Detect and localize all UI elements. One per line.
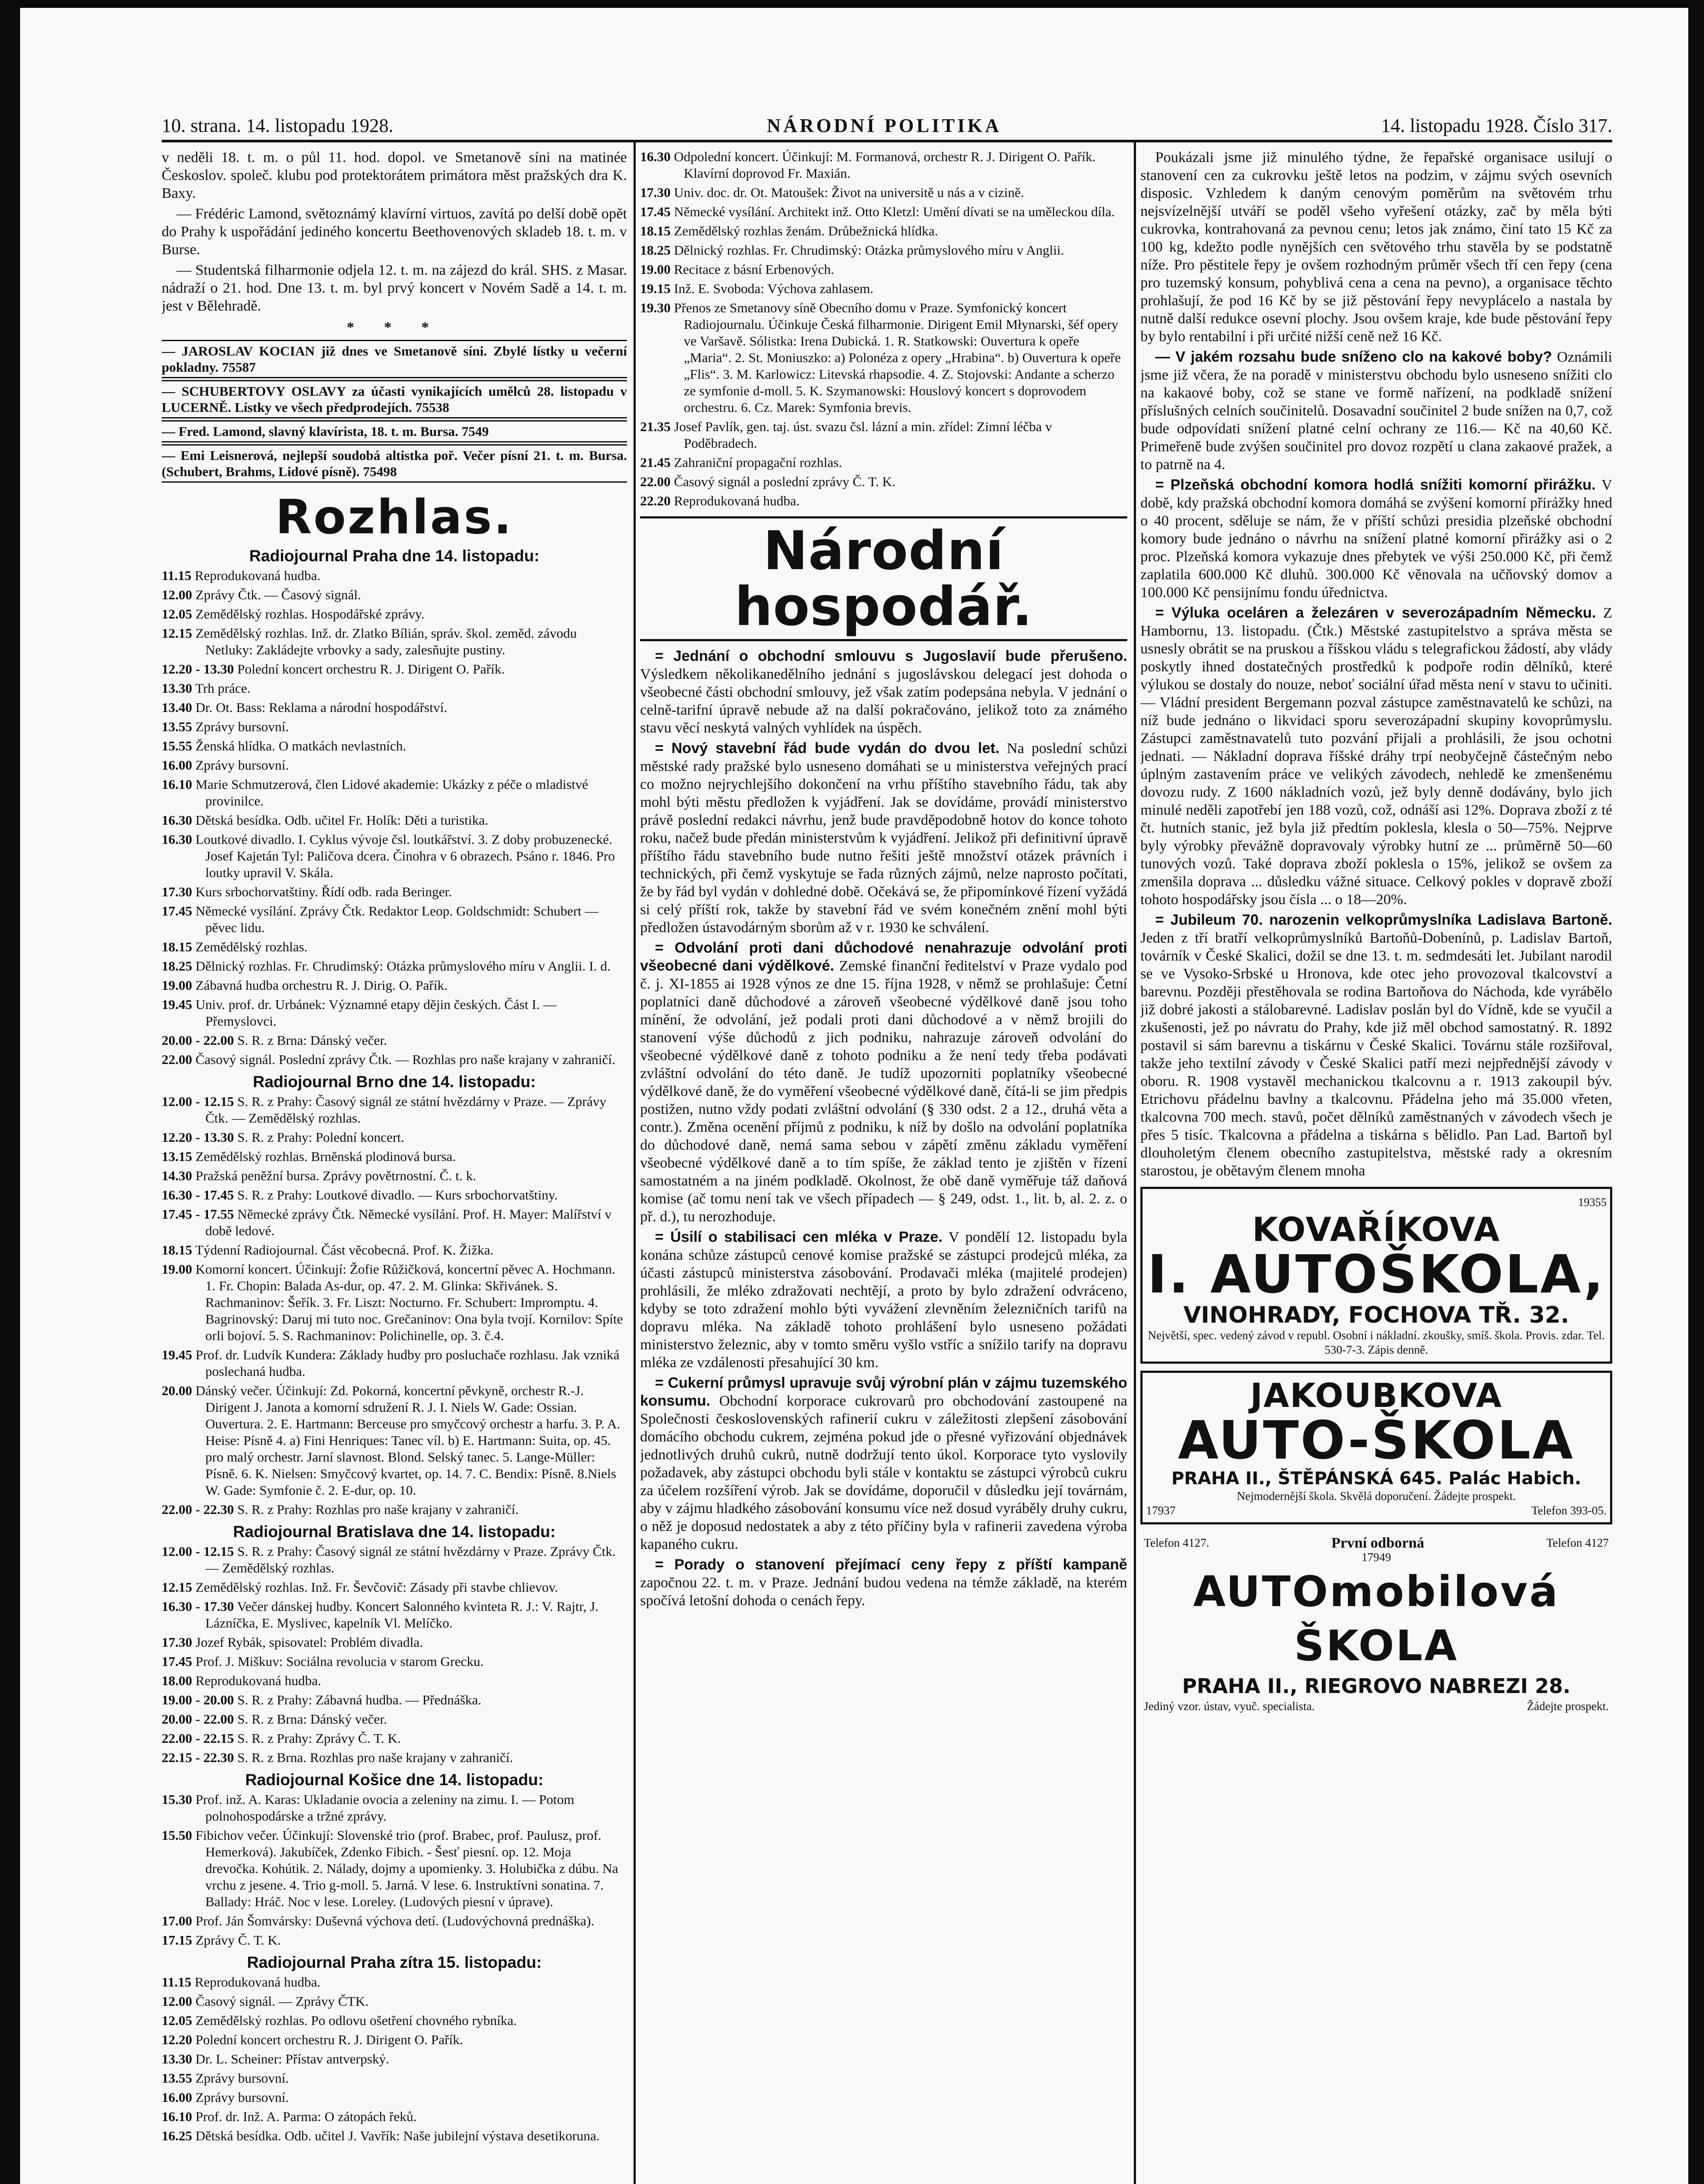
program-item [162,1051,627,1068]
program-time: 12.00 - 12.15 [162,1094,234,1109]
program-description: S. R. z Prahy: Polední koncert. [237,1130,405,1145]
concert-ad: — Emi Leisnerová, nejlepší soudobá altistka poř. Večer písní 21. t. m. Bursa. (Schubert, Brahms, Lidové písně). 75498 [162,444,627,483]
article-body: Oznámili jsme již včera, že na poradě v ministerstvu obchodu bylo usneseno snížiti clo na kakaové boby, což se stane ve formě nařízení, na podkladě snížení příslušných celních součinitelů. Dosavadní součinitel 2 bude snížen na 0,7, což bude odpovídati snížení platné celní ochrany ze 116.— Kč na 40,60 Kč. Primeřeně bude zvýšen součinitel pro dovoz rozpětí u clana zakaové pražek, a to patrně na 4. [1140,349,1612,473]
page-header [162,114,1612,141]
ad-note: Jediný vzor. ústav, vyuč. specialista. [1144,1700,1315,1713]
program-time: 12.05 [162,2013,192,2028]
program-time: 17.45 [640,204,671,219]
program-time: 16.10 [162,777,192,792]
program-time: 17.30 [162,1635,192,1650]
program-description: S. R. z Prahy: Zprávy Č. T. K. [237,1731,401,1746]
ad-top-row [1144,1536,1609,1550]
program-description: Trh práce. [195,681,251,696]
program-item [162,1634,627,1651]
program-description: Ženská hlídka. O matkách nevlastních. [195,738,406,753]
program-item [162,1206,627,1239]
program-item [162,699,627,716]
program-description: Zemědělský rozhlas. Hospodářské zprávy. [195,606,425,622]
program-item [162,1579,627,1596]
article-title: = Jubileum 70. narozenin velkoprůmyslníka Ladislava Bartoně. [1155,912,1612,928]
program-time: 16.10 [162,2109,192,2124]
program-description: Zemědělský rozhlas ženám. Drůbežnická hlídka. [674,223,938,238]
program-description: Dr. Ot. Bass: Reklama a národní hospodářství. [195,700,447,715]
program-description: Prof. dr. Ludvík Kundera: Základy hudby pro posluchače rozhlasu. Jak vzniká poslechaná hudba. [195,1347,620,1379]
program-description: Dánský večer. Účinkují: Zd. Pokorná, koncertní pěvkyně, orchestr R.-J. Dirigent J. Janota a komorní sdružení R. J. I. Niels W. Gade: Ossian. Ouvertura. 2. E. Hartmann: Berceuse pro smyčcový orchestr a harfu. 3. P. A. Heise: Písně 4. a) Fini Henriques: Tanec víl. b) E. Hartmann: Suita, op. 45. pro malý orchestr. Jarní slavnost. Blond. Selský tanec. 5. Lange-Müller: Písně. 6. K. Nielsen: Smyčcový kvartet, op. 14. 7. C. Bendix: Písně. 8.Niels W. Gade: Symfonie č. 2. E-dur, op. 10. [195,1383,620,1498]
program-description: S. R. z Brna: Dánský večer. [237,1711,387,1727]
news-article [640,1228,1127,1372]
program-description: Reprodukovaná hudba. [194,1974,321,1990]
program-time: 17.45 [162,903,192,919]
program-item [162,1749,627,1766]
program-time: 19.15 [640,281,671,296]
station-heading: Radiojournal Bratislava dne 14. listopadu: [233,1523,556,1541]
program-time: 22.00 [640,474,671,489]
program-time: 19.00 [162,978,192,993]
program-time: 15.55 [162,738,192,753]
news-article [640,1556,1127,1610]
program-item [640,473,1127,490]
program-time: 13.30 [162,2051,192,2067]
program-time: 18.15 [162,1242,192,1258]
program-item [162,1168,627,1184]
program-item [640,204,1127,220]
program-time: 15.30 [162,1792,192,1807]
news-article [1140,604,1612,909]
program-time: 14.30 [162,1168,192,1183]
program-item [162,567,627,584]
article-title: = Výluka oceláren a železáren v severozápadním Německu. [1155,605,1596,621]
program-item [162,1913,627,1929]
program-time: 11.15 [162,568,192,583]
program-time: 17.00 [162,1913,192,1928]
ad-code: 17937 [1146,1504,1176,1517]
program-time: 18.25 [640,242,671,258]
program-description: Prof. inž. A. Karas: Ukladanie ovocia a zeleniny na zimu. I. — Potom polnohospodárske a tržné zprávy. [195,1792,575,1824]
program-time: 12.00 - 12.15 [162,1544,234,1559]
program-item [162,1932,627,1949]
section-heading-rozhlas: Rozhlas. [275,490,513,545]
program-time: 16.30 [162,812,192,828]
program-description: Pražská peněžní bursa. Zprávy povětrnostní. Č. t. k. [195,1168,476,1183]
radio-program [162,546,627,2144]
program-item [162,661,627,677]
program-description: Reprodukovaná hudba. [674,493,800,508]
program-item [640,242,1127,259]
program-item [162,1032,627,1049]
article-title: = Jednání o obchodní smlouvu s Jugoslavií bude přerušeno. [655,648,1127,664]
program-time: 16.30 [162,832,192,847]
article-title: = Plzeňská obchodní komora hodlá snížiti komorní přirážku. [1155,477,1596,493]
program-description: Prof. J. Miškuv: Sociálna revolucia v starom Grecku. [195,1654,484,1669]
ad-code: 17949 [1361,1551,1391,1564]
program-description: Dětská besídka. Odb. učitel J. Vavřík: Naše jubilejní výstava desetikoruna. [195,2128,600,2143]
program-description: Zprávy bursovní. [195,2090,289,2105]
program-item [162,977,627,994]
program-description: Týdenní Radiojournal. Část věcobecná. Prof. K. Žižka. [195,1242,494,1258]
program-description: Reprodukovaná hudba. [194,568,321,583]
program-time: 22.00 - 22.30 [162,1502,234,1517]
program-time: 13.55 [162,719,192,734]
program-time: 13.15 [162,1149,192,1164]
article-title: = Odvolání proti dani důchodové nenahrazuje odvolání proti všeobecné dani výdělkové. [640,940,1127,974]
station-heading: Radiojournal Košice dne 14. listopadu: [245,1771,544,1789]
ad-footer [1146,1503,1607,1518]
program-item [162,1730,627,1747]
article-body: Zemské finanční ředitelství v Praze vydalo pod č. j. XI-1855 ai 1928 výnos ze dne 15. října 1928, v němž se prohlašuje: Četní poplatníci daně důchodové a zároveň všeobecné výdělkové daně jsou toho mínění, že odvolání, jež podali proti dani důchodové a v němž brojili do stanovení výše důchodů z jich podniku, nahrazuje zároveň odvolání do všeobecné výdělkové daně z tohoto podniku a že není tedy třeba podávati zvláštní odvolání do této daně. Je tudíž upozorniti poplatníky všeobecné výdělkové daně, že do vyměření všeobecné výdělkové daně, čítá-li se jim předpis postižen, nutno vždy podati zvláštní odvolání (§ 330 odst. 2 a 12., druhá věta a contr.). Změna ocenění příjmů z podniku, k níž by došlo na odvolání poplatníka do důchodové daně, nemá sama sebou v zápětí změnu základu vyměření všeobecné výdělkové daně a to tím spíše, že základ tento je zjištěn v řízení samostatném a na jiném podkladě. Okolnost, že obě daně vyměřuje táž daňová komise (ač tomu není tak ve všech případech — § 249, odst. 1., lit. b, al. 2. z. o př. d.), tu nerozhoduje. [640,958,1127,1225]
program-item [162,1827,627,1910]
program-item [162,1129,627,1146]
ad-tagline: První odborná [1331,1535,1424,1551]
program-item [640,454,1127,471]
program-description: Polední koncert orchestru R. J. Dirigent O. Pařík. [195,2032,463,2047]
program-description: Marie Schmutzerová, člen Lidové akademie: Ukázky z péče o mladistvé provinilce. [195,777,589,809]
article-body: V pondělí 12. listopadu byla konána schůze zástupců cenové komise pražské se zástupci prodejců mléka, za účasti zástupců ministerstva zásobování. Prodavači mléka (majitelé prodejen) prohlásili, že mléko zdražovati nechtějí, a proto by bylo zdražení odvráceno, kdyby se toto zdražení mohlo býti vyvážení zlevněním železničních tarifů na dopravu mléka. Na základě tohoto prohlášení bylo usneseno požádati ministerstvo železnic, aby v tomto směru vyšlo vstříc a snížilo tarify na dopravu mléka ze vzdálenosti přesahující 30 km. [640,1229,1127,1371]
ad-title: KOVAŘÍKOVA [1252,1210,1500,1249]
program-item [162,2032,627,2048]
program-description: Dětská besídka. Odb. učitel Fr. Holík: Děti a turistika. [195,812,488,828]
program-item [162,2089,627,2106]
program-item [162,831,627,881]
program-description: S. R. z Prahy: Časový signál ze státní hvězdárny v Praze. Zprávy Čtk. — Zemědělský rozhlas. [205,1544,616,1576]
program-time: 19.45 [162,1347,192,1362]
program-item [162,2012,627,2029]
article-title: = Úsilí o stabilisaci cen mléka v Praze. [655,1229,943,1245]
header-right: 14. listopadu 1928. Číslo 317. [1381,115,1612,136]
program-time: 19.30 [640,300,671,315]
ad-address: PRAHA II., ŠTĚPÁNSKÁ 645. Palác Habich. [1171,1469,1582,1489]
program-description: Inž. E. Svoboda: Výchova zahlasem. [674,281,874,296]
program-time: 12.20 - 13.30 [162,1130,234,1145]
program-item [640,184,1127,201]
paragraph: Poukázali jsme již minulého týdne, že řepařské organisace usilují o stanovení cen za cukrovku ještě letos na podzim, v zájmu svých osevních disposic. Vzhledem k daným cenovým poměrům na světovém trhu nejsvízelnější utváří se poděl všeho vyřešení otázky, zač by měla býti cukrovka, kontrahovaná za pevnou cenu; letos jak známo, činí tato 15 Kč za 100 kg, kdežto podle nynějších cen světového trhu stavěla by se podstatně níže. Pro pěstitele řepy je ovšem rozhodným průměr všech tří cen řepy (cena pro tuzemský konsum, pohyblivá cena a cena na pevno), a organisace těchto prohlašují, že pod 16 Kč by se již pěstování řepy nevyplácelo a nastala by nutně další redukce osevní plochy. Jsou ovšem kraje, kde bude pěstování řepy by bylo rentabilní i při určité nižší ceně než 16 Kč. [1140,149,1612,345]
program-description: Dr. L. Scheiner: Přístav antverpský. [195,2051,389,2067]
concert-ad: — JAROSLAV KOCIAN již dnes ve Smetanově síni. Zbylé lístky u večerní pokladny. 75587 [162,340,627,378]
station-heading: Radiojournal Brno dne 14. listopadu: [253,1073,536,1091]
program-description: Zprávy Č. T. K. [195,1932,281,1948]
advert-kovarikova [1140,1187,1612,1364]
program-description: Časový signál a poslední zprávy Č. T. K. [674,474,896,489]
program-item [162,680,627,697]
program-description: Odpolední koncert. Účinkují: M. Formanová, orchestr R. J. Dirigent O. Pařík. Klavírní doprovod Fr. Maxián. [674,149,1096,181]
ad-footer [1144,1699,1609,1714]
station-heading: Radiojournal Praha dne 14. listopadu: [249,547,540,565]
article-title: = Nový stavební řád bude vydán do dvou let. [655,740,1000,757]
program-item [162,1242,627,1258]
program-description: Prof. Ján Šomvársky: Duševná výchova detí. (Ludovýchovná prednáška). [195,1913,595,1928]
program-description: Zahraniční propagační rozhlas. [674,455,842,470]
article-body: Na poslední schůzi městské rady pražské bylo usneseno domáhati se u ministerstva veřejných prací co možno nejrychlejšího dokončení na vrhu příštího stavebního řádu, tak aby mohl býti městu předložen k vyjádření. Jak se dovídáme, provádí ministerstvo právě poslední redakci návrhu, jenž bude pravděpodobně hotov do konce tohoto roku, načež bude předán ministerstvům k vyjádření. Jelikož při definitivní úpravě příštího řádu stavebního bude nutno řešiti ještě množství otázek právních i technických, při čemž vyskytuje se řada různých zájmů, nelze naprosto počítati, že by řád byl vydán v dohledné době. Očekává se, že připomínkové řízení vyžádá si celý příští rok, takže by stavební řád ve svém konečném znění mohl býti předložen ústavodárným sborům až v r. 1930 ke schválení. [640,740,1127,936]
ad-address: PRAHA II., RIEGROVO NABREZI 28. [1182,1674,1571,1698]
program-time: 22.00 - 22.15 [162,1731,234,1746]
article-body: Výsledkem několikanedělního jednání s jugoslávskou delegací jest dohoda o všeobecné části obchodní smlouvy, jež však zatím podepsána nebyla. V jednání o celně-tarifní úpravě nebude až na další pokračováno, jelikož toto za známého stavu věcí neskytá valných vyhlídek na úspěch. [640,666,1127,736]
program-description: Loutkové divadlo. I. Cyklus vývoje čsl. loutkářství. 3. Z doby probuzenecké. Josef Kajetán Tyl: Paličova dcera. Činohra v 6 obrazech. Psáno r. 1846. Pro loutky upravil V. Skála. [195,832,615,880]
program-time: 12.05 [162,606,192,622]
article-title: — V jakém rozsahu bude sníženo clo na kakové boby? [1155,349,1552,365]
program-item [162,719,627,735]
program-description: Zprávy bursovní. [195,2070,289,2086]
news-article [640,740,1127,936]
column-economy-ads [1140,149,1612,2184]
program-description: Zemědělský rozhlas. Po odlovu ošetření chovného rybníka. [195,2013,517,2028]
program-description: Kurs srbochorvatštiny. Řídí odb. rada Beringer. [195,884,452,899]
program-time: 17.30 [162,884,192,899]
advert-jakoubkova [1140,1371,1612,1524]
column-economy [640,149,1127,2184]
program-time: 16.30 [640,149,671,164]
program-item [640,280,1127,297]
program-description: Zemědělský rozhlas. Brněnská plodinová bursa. [195,1149,456,1164]
program-description: S. R. z Prahy: Loutkové divadlo. — Kurs srbochorvatštiny. [237,1187,558,1203]
ad-address: VINOHRADY, FOCHOVA TŘ. 32. [1183,1302,1569,1328]
program-description: Univ. prof. dr. Urbánek: Významné etapy dějin českých. Část I. — Přemyslovci. [195,997,557,1029]
program-item [640,223,1127,239]
program-description: Recitace z básní Erbenových. [674,262,835,277]
program-item [162,958,627,975]
ad-phone: Telefon 4127. [1144,1536,1209,1549]
program-time: 18.15 [162,939,192,954]
article-body: započnou 22. t. m. v Praze. Jednání budou vedena na témže základě, na kterém spočívá letošní dohoda o cenách řepy. [640,1575,1127,1609]
program-description: S. R. z Prahy: Časový signál ze státní hvězdárny v Praze. — Zprávy Čtk. — Zemědělský rozhlas. [205,1094,606,1126]
program-item [162,1093,627,1127]
program-item [162,1692,627,1708]
paragraph: — Frédéric Lamond, světoznámý klavírní virtuos, zavítá po delší době opět do Prahy k uspořádání jediného koncertu Beethovenových skladeb 18. t. m. v Burse. [162,206,627,258]
news-article [640,647,1127,737]
program-time: 16.00 [162,2090,192,2105]
paragraph: — Studentská filharmonie odjela 12. t. m. na zájezd do král. SHS. z Masar. nádraží o 21. hod. Dne 13. t. m. byl prvý koncert v Novém Sadě a 14. t. m. jest v Bělehradě. [162,262,627,314]
station-heading: Radiojournal Praha zítra 15. listopadu: [247,1953,542,1971]
advert-automobilova-skola [1140,1531,1612,1718]
program-time: 21.45 [640,455,671,470]
program-description: Komorní koncert. Účinkují: Žofie Růžičková, koncertní pěvec A. Hochmann. 1. Fr. Chopin: Balada As-dur, op. 47. 2. M. Glinka: Skřivánek. S. Rachmaninov: Šeřík. 3. Fr. Liszt: Nocturno. Fr. Schubert: Impromptu. 4. Bagrinovský: Daruj mi tuto noc. Grečaninov: Ona byla tvojí. Kornilov: Spíte orli bojoví. 5. S. Rachmaninov: Polichinelle, op. 3. č.4. [195,1261,623,1343]
program-description: Josef Pavlík, gen. taj. úst. svazu čsl. lázní a min. zřídel: Zimní léčba v Poděbradech. [674,419,1052,451]
program-description: Časový signál. — Zprávy ČTK. [195,1994,369,2009]
program-time: 20.00 [162,1383,192,1398]
program-description: Zprávy bursovní. [195,719,289,734]
news-article [1140,476,1612,601]
program-time: 12.20 - 13.30 [162,661,234,677]
program-description: Univ. doc. dr. Ot. Matoušek: Život na universitě u nás a v cizině. [674,185,1024,200]
article-body: Jeden z tří bratří velkoprůmyslníků Bartoňů-Dobenínů, p. Ladislav Bartoň, továrník v České Skalici, dožil se dne 13. t. m. sedmdesáti let. Jubilant narodil se ve Vysoko-Srbské u Hronova, kde otec jeho provozoval tkalcovství a barevnu. Později přestěhovala se rodina Bartoňova do Náchoda, kde vyrábělo již dobré jakosti a stálobarevné. Ladislav poslán byl do Vídně, kde se vyučil a zkušenosti, jež po návratu do Prahy, kde již měl obchod samostatný. R. 1892 postavil si sám barevnu a tiskárnu v České Skalici. Továrnu stále rozšiřoval, takže jeho textilní závody v České Skalici patří mezi nejpřednější závody v oboru. R. 1908 vystavěl mechanickou tkalcovnu a r. 1913 zakoupil býv. Etrichovu přádelnu bavlny a tkalcovnu. Přádelna jeho má 35.000 vřeten, tkalcovna 700 mech. stavů, počet dělníků zaměstnaných v závodech všech je přes 5 tisíc. Tkalcovna a přádelna a tiskárna s bělidlo. Pan Lad. Bartoň byl dlouholetým členem obecního zastupitelstva, městské rady a okresním starostou, je obětavým členem mnoha [1140,930,1612,1179]
ad-title-big: AUTOmobilová ŠKOLA [1193,1567,1560,1670]
program-item [162,2051,627,2067]
program-item [162,903,627,936]
program-time: 17.15 [162,1932,192,1948]
program-time: 13.40 [162,700,192,715]
program-item [162,1148,627,1165]
program-time: 22.20 [640,493,671,508]
column-rule-1 [634,141,636,2184]
program-item [640,149,1127,182]
program-item [162,812,627,829]
ad-note: Nejmodernější škola. Skvělá doporučení. Žádejte prospekt. [1236,1489,1516,1503]
ad-title: JAKOUBKOVA [1250,1376,1503,1415]
ad-title-big: AUTO-ŠKOLA [1178,1410,1575,1471]
program-description: S. R. z Brna. Rozhlas pro naše krajany v zahraničí. [237,1750,513,1765]
program-item [162,776,627,809]
program-item [162,757,627,774]
ad-phone: Telefon 393-05. [1531,1504,1607,1517]
program-time: 12.15 [162,625,192,641]
program-item [162,1711,627,1728]
program-time: 20.00 - 22.00 [162,1033,234,1048]
header-left: 10. strana. 14. listopadu 1928. [162,115,394,136]
article-body: Z Hambornu, 13. listopadu. (Čtk.) Městské zastupitelstvo a správa města se usnesly obrátit se na pruskou a říšskou vládu s telegrafickou žádostí, aby vlády poskytly ihned dostatečných prostředků k podpoře rodin dělníků, které výlukou se dostaly do nouze, neboť sociální úřad města není v stavu to učiniti. — Vládní president Bergemann pozval zástupce zaměstnavatelů ke schůzi, na níž bude jednáno o likvidaci sporu severozápadní skupiny kovoprůmyslu. Zástupci zaměstnavatelů tuto pozvání přijali a prohlásili, že jsou ochotni jednati. — Nákladní doprava říšské dráhy trpí neobyčejně částečným nebo úplným zastavením práce ve velikých závodech, nehledě ke zmenšenému dovozu rudy. Z 1600 nákladních vozů, jež byly denně dodávány, bylo jich minulé neděli zapotřebí jen 188 vozů, což, odnáší asi 12%. Doprava zboží z té čt. hutních stanic, jež byla již předtím poklesla, klesla o 50—75%. Nejprve byly výrobky převážně dopravovaly výrobky hutní ze ... průměrně 50—60 tunových vozů. Také doprava zboží poklesla o 15%, jelikož se ovšem za zmenšila doprava ... důsledku vážné situace. Celkový pokles v dopravě zboží tohoto hospodářsky jsou čísla ... o 18—20%. [1140,605,1612,908]
program-time: 16.30 - 17.30 [162,1599,234,1614]
news-article [640,939,1127,1226]
program-description: Reprodukovaná hudba. [195,1673,322,1688]
program-time: 12.00 [162,1994,192,2009]
divider-stars: * * * [346,319,442,335]
economy-articles [1140,348,1612,1180]
program-item [162,1543,627,1576]
article-body: V době, kdy pražská obchodní komora domáhá se zvýšení komorní přirážky hned o 40 procent, sděluje se nám, že v příští schůzi presidia plzeňské obchodní komory bude jednáno o návrhu na snížení platné komorní přirážky asi o 2 proc. Plzeňská komora vykazuje dnes přebytek ve výši 250.000 Kč, při čemž zaplatila 600.000 Kč dluhů. 300.000 Kč věnovala na učňovský domov a 100.000 Kč pensijnímu fondu úřednictva. [1140,477,1612,601]
program-time: 22.15 - 22.30 [162,1750,234,1765]
program-item [162,1653,627,1670]
program-description: Německé vysílání. Architekt inž. Otto Kletzl: Umění dívati se na uměleckou díla. [674,204,1115,219]
program-time: 12.15 [162,1579,192,1595]
program-description: Fibichov večer. Účinkují: Slovenské trio (prof. Brabec, prof. Paulusz, prof. Hemerková). Jakubíček, Zdenko Fibich. - Šesť piesní. op. 12. Moja drevočka. Kohútik. 2. Nálady, dojmy a upomienky. 3. Holubička z dúbu. Na vrchu z jesene. 4. Trio g-moll. 5. Jarná. V lese. 6. Instruktívni sonatina. 7. Ballady: Hráč. Noc v lese. Loreley. (Ludových piesní v úprave). [195,1828,618,1909]
program-description: Polední koncert orchestru R. J. Dirigent O. Pařík. [237,661,505,677]
concert-ad: — Fred. Lamond, slavný klavírista, 18. t. m. Bursa. 7549 [162,420,627,442]
program-description: Zábavná hudba orchestru R. J. Dirig. O. Pařík. [195,978,448,993]
program-description: Zemědělský rozhlas. [195,939,308,954]
program-item [640,493,1127,509]
program-description: Německé zprávy Čtk. Německé vysílání. Prof. H. Mayer: Malířství v době ledové. [205,1206,612,1238]
program-item [162,738,627,754]
scan-edge-right [1688,0,1704,2184]
program-description: Dělnický rozhlas. Fr. Chrudimský: Otázka průmyslového míru v Anglii. [674,242,1064,258]
news-article [640,1374,1127,1553]
program-time: 17.30 [640,185,671,200]
column-culture-radio [162,149,627,2184]
ad-code: 19355 [1578,1196,1607,1209]
program-item [162,625,627,658]
program-time: 12.20 [162,2032,192,2047]
program-time: 18.15 [640,223,671,238]
header-rule [162,140,1612,142]
program-item [162,1347,627,1380]
program-item [162,996,627,1030]
scan-edge-top [0,0,1704,8]
program-description: Dělnický rozhlas. Fr. Chrudimský: Otázka průmyslového míru v Anglii. I. d. [195,958,611,974]
article-title: = Cukerní průmysl upravuje svůj výrobní plán v zájmu tuzemského konsumu. [640,1375,1127,1409]
program-item [162,1382,627,1499]
paragraph: v neděli 18. t. m. o půl 11. hod. dopol. ve Smetanově síni na matinée Českoslov. společ. klubu pod protektorátem primátora měst pražských dra K. Baxy. [162,149,627,201]
program-item [162,1673,627,1689]
program-description: S. R. z Prahy: Zábavná hudba. — Přednáška. [237,1692,481,1707]
program-description: S. R. z Prahy: Rozhlas pro naše krajany v zahraničí. [237,1502,519,1517]
masthead-title: NÁRODNÍ POLITIKA [767,115,1002,136]
program-time: 12.00 [162,587,192,602]
program-item [162,2108,627,2125]
program-item [162,1501,627,1518]
program-description: Zemědělský rozhlas. Inž. Fr. Ševčovič: Zásady při stavbe chlievov. [195,1579,558,1595]
program-item [162,2128,627,2144]
program-description: Časový signál. Poslední zprávy Čtk. — Rozhlas pro naše krajany v zahraničí. [195,1052,616,1067]
program-time: 18.00 [162,1673,192,1688]
program-item [162,1974,627,1990]
program-time: 20.00 - 22.00 [162,1711,234,1727]
program-time: 19.00 - 20.00 [162,1692,234,1707]
program-item [640,300,1127,416]
ad-phone: Telefon 4127 [1546,1536,1609,1549]
program-item [162,1791,627,1825]
program-description: Německé vysílání. Zprávy Čtk. Redaktor Leop. Goldschmidt: Schubert — pěvec lidu. [195,903,599,935]
program-item [640,261,1127,278]
program-item [162,884,627,900]
program-description: Zprávy Čtk. — Časový signál. [195,587,361,602]
program-time: 19.45 [162,997,192,1012]
economy-articles [640,647,1127,1610]
radio-program-continued [640,149,1127,509]
program-time: 19.00 [640,262,671,277]
program-description: Večer dánskej hudby. Koncert Salonného kvinteta R. J.: V. Rajtr, J. Lázníčka, E. Myslivec, kapelník Vl. Melíčko. [205,1599,599,1631]
program-description: Zprávy bursovní. [195,757,289,773]
program-item [162,1598,627,1631]
news-article [1140,348,1612,473]
column-rule-2 [1134,141,1136,2184]
program-time: 13.30 [162,681,192,696]
program-description: S. R. z Brna: Dánský večer. [237,1033,387,1048]
program-description: Prof. dr. Inž. A. Parma: O zátopách řeků. [195,2109,417,2124]
section-heading-economy: Národní hospodář. [640,516,1127,641]
program-time: 19.00 [162,1261,192,1277]
program-item [162,606,627,622]
program-time: 11.15 [162,1974,192,1990]
program-item [162,939,627,955]
program-time: 21.35 [640,419,671,434]
ad-title-big: I. AUTOŠKOLA, [1147,1244,1605,1305]
news-article [1140,911,1612,1180]
concert-ad: — SCHUBERTOVY OSLAVY za účasti vynikajících umělců 28. listopadu v LUCERNĚ. Lístky ve všech předprodejích. 75538 [162,380,627,418]
program-description: Jozef Rybák, spisovatel: Problém divadla. [195,1635,423,1650]
program-item [162,1187,627,1203]
program-time: 13.55 [162,2070,192,2086]
article-title: = Porady o stanovení přejímací ceny řepy z příští kampaně [655,1556,1127,1573]
program-time: 16.25 [162,2128,192,2143]
program-item [162,2070,627,2087]
program-item [162,1261,627,1344]
program-time: 17.45 [162,1654,192,1669]
ad-note: Největší, spec. vedený závod v republ. Osobní i nákladní. zkoušky, smíš. škola. Provis. zdar. Tel. 530-7-3. Zápis denně. [1148,1329,1605,1356]
ad-note: Žádejte prospekt. [1527,1700,1609,1713]
program-time: 22.00 [162,1052,192,1067]
program-time: 17.45 - 17.55 [162,1206,234,1222]
program-time: 18.25 [162,958,192,974]
program-description: Přenos ze Smetanovy síně Obecního domu v Praze. Symfonický koncert Radiojournalu. Účinkuje Česká filharmonie. Dirigent Emil Młynarski, šéf opery ve Varšavě. Sólistka: Irena Dubická. 1. R. Statkowski: Ouvertura k opeře „Maria“. 2. St. Moniuszko: a) Polonéza z opery „Hrabina“. b) Ouvertura k opeře „Flis“. 3. M. Karlowicz: Litevská rhapsodie. 4. Z. Stojovski: Andante a scherzo ze symfonie d-moll. 5. K. Szymanowski: Houslový koncert s doprovodem orchestru. 6. Cz. Marek: Symfonia brevis. [674,300,1121,415]
program-item [162,587,627,603]
program-time: 16.00 [162,757,192,773]
program-description: Zemědělský rozhlas. Inž. dr. Zlatko Bílián, správ. škol. zeměd. závodu Netluky: Zakládejte vrbovky a sady, zalesňujte pustiny. [195,625,577,657]
program-time: 16.30 - 17.45 [162,1187,234,1203]
scan-edge-left [0,0,20,2184]
program-time: 15.50 [162,1828,192,1843]
article-body: Obchodní korporace cukrovarů pro obchodování zastoupené na Společnosti československých rafinerií cukru v záležitosti zlepšení zásobování domácího obchodu cukrem, zejména pokud jde o přesné vyřizování objednávek jednotlivých druhů cukrů, nutně dodržují tento úkol. Korporace tyto vyslovily požadavek, aby zástupci obchodu byli stále v kontaktu se zástupci výrobců cukru za účelem rozšíření výrob. Jak se dovídáme, doporučil v důsledku její továrnám, aby v zájmu hladkého zásobování konsumu více než dosud vyráběly druhy cukru, o něž je doposud nedostatek a aby z této příčiny byla v rafinerii zavedena výroba kapaného cukru. [640,1393,1127,1552]
program-item [640,418,1127,452]
program-item [162,1993,627,2010]
